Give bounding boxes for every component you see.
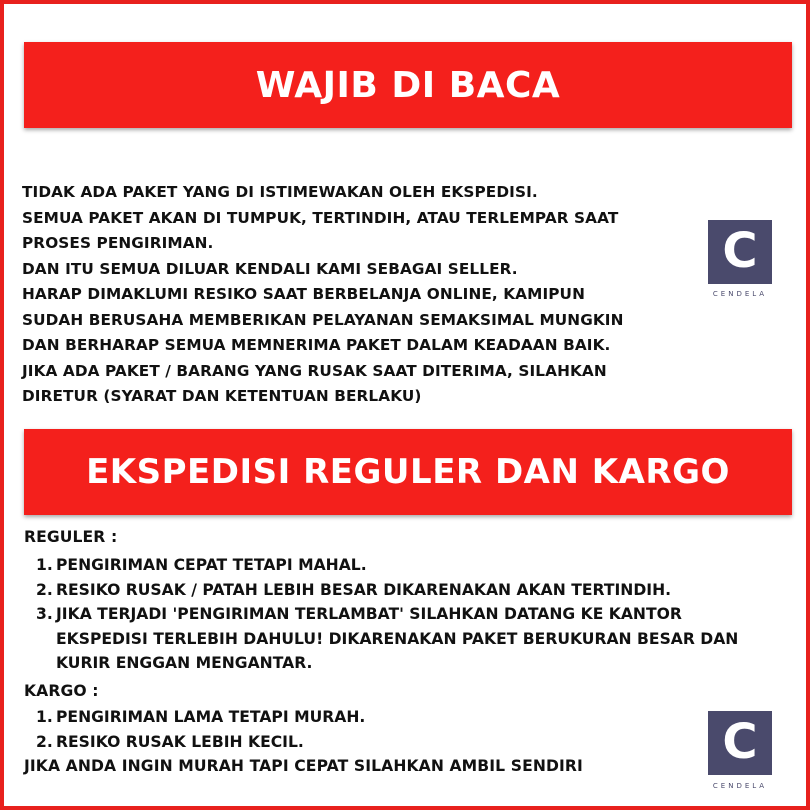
notice-line: PROSES PENGIRIMAN. bbox=[22, 234, 214, 252]
notice-line: SEMUA PAKET AKAN DI TUMPUK, TERTINDIH, ATAU TERLEMPAR SAAT bbox=[22, 208, 619, 227]
kargo-heading: KARGO : bbox=[24, 682, 99, 700]
list-text: PENGIRIMAN LAMA TETAPI MURAH. bbox=[56, 708, 366, 726]
logo-caption: CENDELA bbox=[712, 782, 768, 790]
notice-line: DAN ITU SEMUA DILUAR KENDALI KAMI SEBAGAI SELLER. bbox=[22, 259, 518, 278]
notice-line: TIDAK ADA PAKET YANG DI ISTIMEWAKAN OLEH EKSPEDISI. bbox=[22, 183, 538, 201]
list-number: 1. bbox=[36, 556, 53, 574]
list-text: PENGIRIMAN CEPAT TETAPI MAHAL. bbox=[56, 556, 367, 574]
list-text: RESIKO RUSAK LEBIH KECIL. bbox=[56, 732, 304, 751]
logo-letter: C bbox=[722, 223, 758, 279]
banner-title: WAJIB DI BACA bbox=[255, 64, 561, 106]
notice-line: DAN BERHARAP SEMUA MEMNERIMA PAKET DALAM KEADAAN BAIK. bbox=[22, 336, 611, 354]
notice-line: DIRETUR (SYARAT DAN KETENTUAN BERLAKU) bbox=[22, 387, 422, 405]
kargo-list bbox=[36, 705, 636, 754]
list-number: 1. bbox=[36, 708, 53, 726]
list-item bbox=[36, 602, 766, 676]
list-number: 2. bbox=[36, 580, 53, 599]
cendela-logo bbox=[708, 220, 772, 284]
list-number: 3. bbox=[36, 605, 53, 623]
list-number: 2. bbox=[36, 732, 53, 751]
list-item bbox=[36, 578, 766, 603]
notice-line: JIKA ADA PAKET / BARANG YANG RUSAK SAAT DITERIMA, SILAHKAN bbox=[22, 361, 607, 380]
list-item bbox=[36, 730, 636, 755]
notice-line: HARAP DIMAKLUMI RESIKO SAAT BERBELANJA ONLINE, KAMIPUN bbox=[22, 285, 585, 303]
banner-ekspedisi bbox=[24, 429, 792, 515]
logo-letter: C bbox=[722, 714, 758, 770]
list-item bbox=[36, 705, 636, 730]
banner-wajib-di-baca bbox=[24, 42, 792, 128]
footer-note: JIKA ANDA INGIN MURAH TAPI CEPAT SILAHKAN AMBIL SENDIRI bbox=[24, 757, 583, 775]
list-text: JIKA TERJADI 'PENGIRIMAN TERLAMBAT' SILAHKAN DATANG KE KANTOR EKSPEDISI TERLEBIH DAHULU! DIKARENAKAN PAKET BERUKURAN BESAR DAN KURIR ENGGAN MENGANTAR. bbox=[56, 605, 739, 672]
list-text: RESIKO RUSAK / PATAH LEBIH BESAR DIKARENAKAN AKAN TERTINDIH. bbox=[56, 580, 672, 599]
logo-caption: CENDELA bbox=[712, 290, 768, 298]
reguler-list bbox=[36, 553, 766, 676]
notice-line: SUDAH BERUSAHA MEMBERIKAN PELAYANAN SEMAKSIMAL MUNGKIN bbox=[22, 310, 624, 329]
reguler-heading: REGULER : bbox=[24, 528, 118, 546]
cendela-logo bbox=[708, 711, 772, 775]
banner-title: EKSPEDISI REGULER DAN KARGO bbox=[86, 452, 730, 492]
notice-text bbox=[22, 180, 702, 410]
list-item bbox=[36, 553, 766, 578]
